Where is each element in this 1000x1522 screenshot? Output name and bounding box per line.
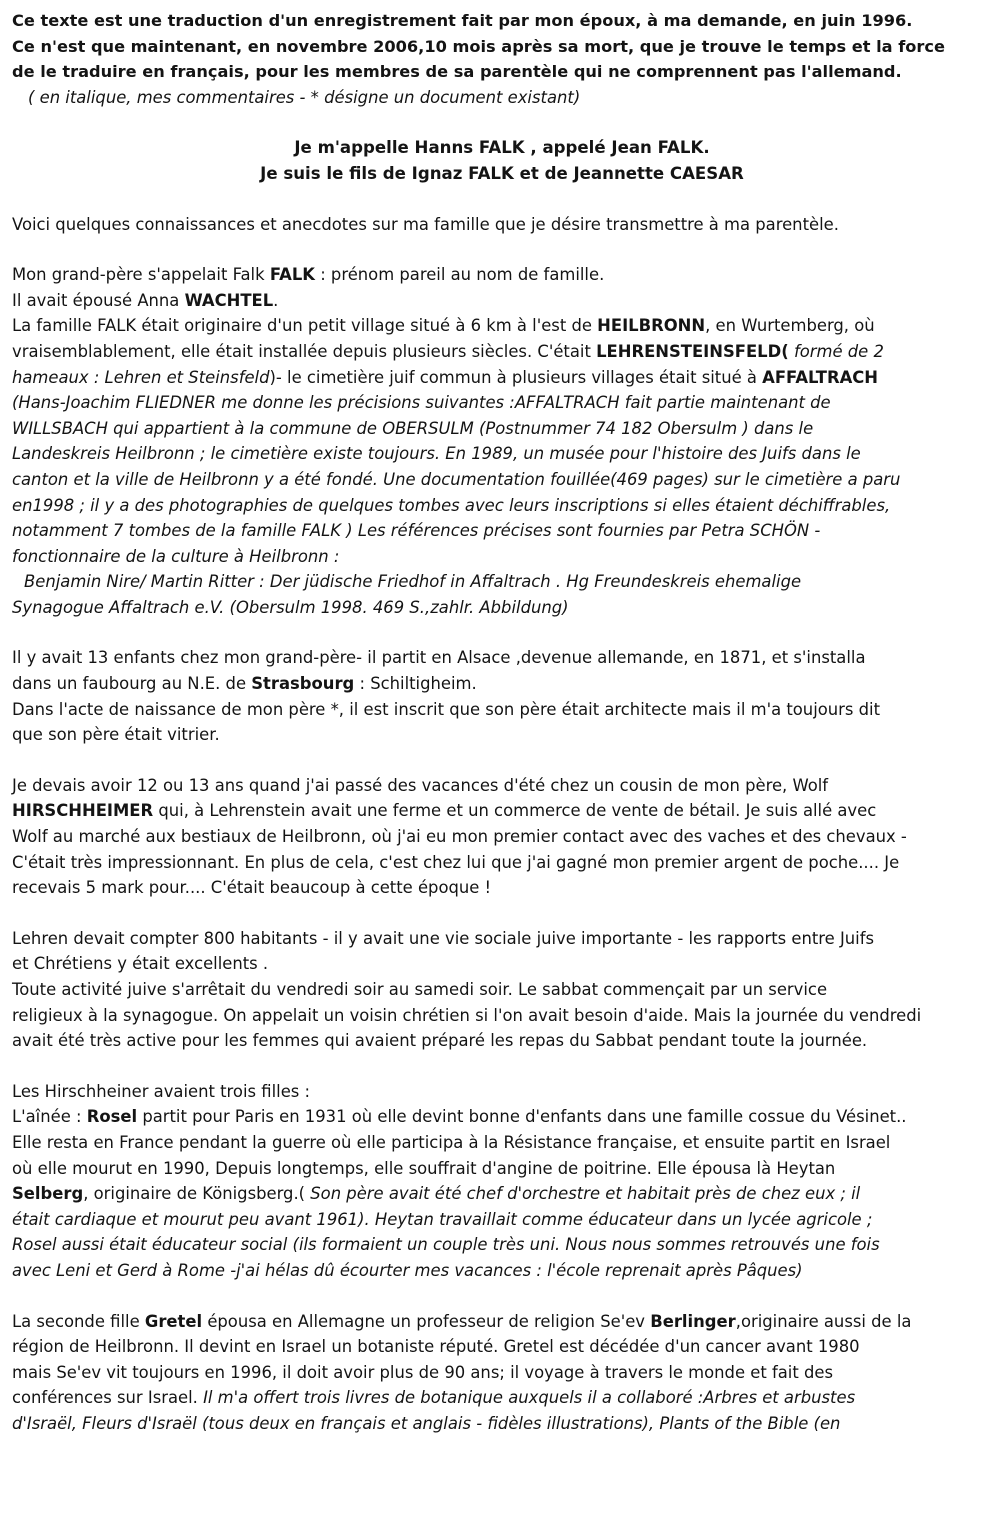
text: ,originaire aussi de la <box>735 1311 912 1331</box>
text-line: C'était très impressionnant. En plus de cela, c'est chez lui que j'ai gagné mon premier argent de poche.... Je <box>12 852 900 872</box>
bold-name: Berlinger <box>650 1311 736 1331</box>
italic-line: d'Israël, Fleurs d'Israël (tous deux en français et anglais - fidèles illustrations), Plants of the Bible (en <box>12 1413 841 1433</box>
text-line: avait été très active pour les femmes qui avaient préparé les repas du Sabbat pendant toute la journée. <box>12 1031 868 1051</box>
paragraph-holidays <box>12 773 992 901</box>
text-line: et Chrétiens y était excellents . <box>12 954 269 974</box>
intro-line: de le traduire en français, pour les membres de sa parentèle qui ne comprennent pas l'allemand. <box>12 62 902 82</box>
italic-line: fonctionnaire de la culture à Heilbronn : <box>12 546 340 566</box>
paragraph-lehren <box>12 926 992 1054</box>
intro-line: Ce n'est que maintenant, en novembre 2006,10 mois après sa mort, que je trouve le temps et la force <box>12 36 945 56</box>
name-line: Je m'appelle Hanns FALK , appelé Jean FALK. <box>294 138 710 158</box>
text-line: Toute activité juive s'arrêtait du vendredi soir au samedi soir. Le sabbat commençait par un service <box>12 980 828 999</box>
bold-name: Rosel <box>86 1107 138 1127</box>
italic-line: canton et la ville de Heilbronn y a été fondé. Une documentation fouillée(469 pages) sur le cimetière a paru <box>12 469 901 489</box>
italic-line: Rosel aussi était éducateur social (ils formaient un couple très uni. Nous nous sommes retrouvés une fois <box>12 1235 880 1255</box>
text: L'aînée : <box>12 1107 87 1127</box>
italic-line: avec Leni et Gerd à Rome -j'ai hélas dû écourter mes vacances : l'école reprenait après Pâques) <box>12 1260 803 1280</box>
text-line: Elle resta en France pendant la guerre où elle participa à la Résistance française, et ensuite partit en Israel <box>12 1132 891 1152</box>
text: , originaire de Königsberg.( <box>83 1184 311 1204</box>
text: épousa en Allemagne un professeur de religion Se'ev <box>202 1311 651 1331</box>
italic-comment: Son père avait été chef d'orchestre et habitait près de chez eux ; il <box>310 1184 861 1204</box>
text-line: Il y avait 13 enfants chez mon grand-père- il partit en Alsace ,devenue allemande, en 1871, et s'installa <box>12 648 866 668</box>
text-line: Wolf au marché aux bestiaux de Heilbronn, où j'ai eu mon premier contact avec des vaches et des chevaux - <box>12 827 907 847</box>
text-line: religieux à la synagogue. On appelait un voisin chrétien si l'on avait besoin d'aide. Mais la journée du vendredi <box>12 1005 922 1025</box>
italic-comment: formé de 2 <box>788 341 884 361</box>
text: dans un faubourg au N.E. de <box>12 674 252 694</box>
paragraph-grandfather <box>12 262 992 620</box>
text: )- le cimetière juif commun à plusieurs villages était situé à <box>269 367 763 387</box>
bold-place: Strasbourg <box>251 674 355 694</box>
parents-line: Je suis le fils de Ignaz FALK et de Jeannette CAESAR <box>260 163 744 183</box>
bold-name: FALK <box>269 265 315 285</box>
intro-note: ( en italique, mes commentaires - * désigne un document existant) <box>28 87 581 107</box>
text-line: que son père était vitrier. <box>12 725 220 745</box>
italic-line: WILLSBACH qui appartient à la commune de OBERSULM (Postnummer 74 182 Obersulm ) dans le <box>12 418 814 438</box>
bold-name: WACHTEL <box>184 290 274 310</box>
bold-name: Selberg <box>12 1184 84 1204</box>
text: Il avait épousé Anna <box>12 290 185 310</box>
text-line: recevais 5 mark pour.... C'était beaucoup à cette époque ! <box>12 878 492 898</box>
text-line: où elle mourut en 1990, Depuis longtemps, elle souffrait d'angine de poitrine. Elle épousa là Heytan <box>12 1158 836 1178</box>
bold-name: HIRSCHHEIMER <box>12 801 154 821</box>
text: : Schiltigheim. <box>354 674 477 694</box>
reference-line: Benjamin Nire/ Martin Ritter : Der jüdische Friedhof in Affaltrach . Hg Freundeskreis ehemalige <box>24 572 802 592</box>
reference-line: Synagogue Affaltrach e.V. (Obersulm 1998. 469 S.,zahlr. Abbildung) <box>12 597 569 617</box>
text: conférences sur Israel. <box>12 1388 204 1408</box>
document-page <box>12 8 992 1437</box>
italic-line: en1998 ; il y a des photographies de quelques tombes avec leurs inscriptions si elles étaient déchiffrables, <box>12 495 891 515</box>
italic-comment: hameaux : Lehren et Steinsfeld <box>12 367 270 387</box>
bold-place: HEILBRONN <box>597 316 706 336</box>
italic-comment: Il m'a offert trois livres de botanique auxquels il a collaboré :Arbres et arbustes <box>203 1388 856 1408</box>
text: La famille FALK était originaire d'un petit village situé à 6 km à l'est de <box>12 316 598 336</box>
paragraph-daughters <box>12 1079 992 1284</box>
text: : prénom pareil au nom de famille. <box>314 265 605 285</box>
text-line: Dans l'acte de naissance de mon père *, il est inscrit que son père était architecte mais il m'a toujours dit <box>12 699 881 719</box>
italic-line: Landeskreis Heilbronn ; le cimetière existe toujours. En 1989, un musée pour l'histoire des Juifs dans le <box>12 444 861 464</box>
text-line: Je devais avoir 12 ou 13 ans quand j'ai passé des vacances d'été chez un cousin de mon père, Wolf <box>12 775 829 795</box>
text-line: Lehren devait compter 800 habitants - il y avait une vie sociale juive importante - les rapports entre Juifs <box>12 928 875 948</box>
text: Mon grand-père s'appelait Falk <box>12 265 270 285</box>
paragraph-gretel <box>12 1309 992 1437</box>
bold-place: LEHRENSTEINSFELD( <box>596 341 789 361</box>
text: , en Wurtemberg, où <box>705 316 875 336</box>
text: La seconde fille <box>12 1311 145 1331</box>
italic-line: notamment 7 tombes de la famille FALK ) Les références précises sont fournies par Petra SCHÖN - <box>12 521 821 541</box>
bold-place: AFFALTRACH <box>762 367 879 387</box>
text: . <box>273 290 279 310</box>
intro-line: Ce texte est une traduction d'un enregistrement fait par mon époux, à ma demande, en juin 1996. <box>12 11 913 30</box>
bold-name: Gretel <box>144 1311 203 1331</box>
text: partit pour Paris en 1931 où elle devint bonne d'enfants dans une famille cossue du Vésinet.. <box>137 1107 907 1127</box>
italic-line: (Hans-Joachim FLIEDNER me donne les précisions suivantes :AFFALTRACH fait partie maintenant de <box>12 393 831 413</box>
text-line: région de Heilbronn. Il devint en Israel un botaniste réputé. Gretel est décédée d'un cancer avant 1980 <box>12 1337 860 1357</box>
text: vraisemblablement, elle était installée depuis plusieurs siècles. C'était <box>12 341 597 361</box>
paragraph-voici: Voici quelques connaissances et anecdotes sur ma famille que je désire transmettre à ma parentèle. <box>12 214 839 234</box>
text: qui, à Lehrenstein avait une ferme et un commerce de vente de bétail. Je suis allé avec <box>153 801 877 821</box>
intro-header <box>12 8 992 85</box>
text-line: Les Hirschheiner avaient trois filles : <box>12 1081 311 1101</box>
text-line: mais Se'ev vit toujours en 1996, il doit avoir plus de 90 ans; il voyage à travers le monde et fait des <box>12 1362 833 1382</box>
paragraph-children <box>12 645 992 747</box>
italic-line: était cardiaque et mourut peu avant 1961). Heytan travaillait comme éducateur dans un lycée agricole ; <box>12 1209 873 1229</box>
